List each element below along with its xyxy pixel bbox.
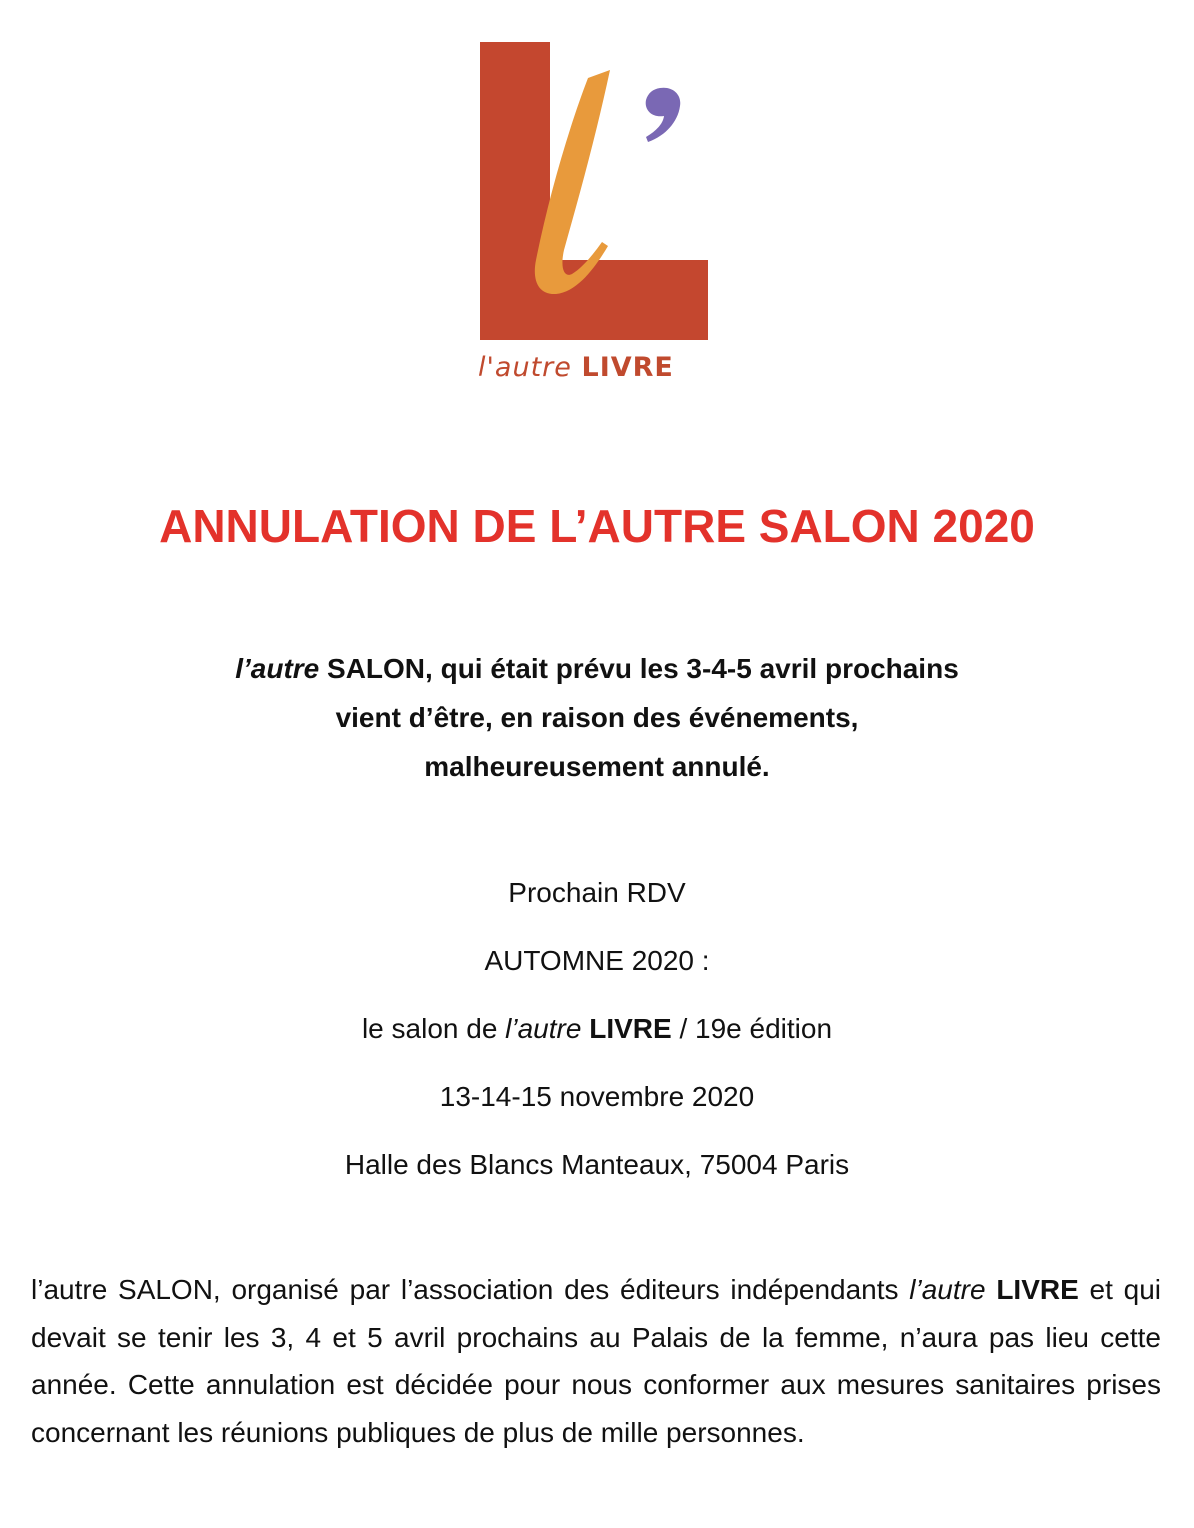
body-paragraph: l’autre SALON, organisé par l’association des éditeurs indépendants l’autre LIVRE et qui devait se tenir les 3, 4 et 5 avril prochains au Palais de la femme, n’aura pas lieu cette année. Cette annulation est décidée pour nous conformer aux mesures sanitaires prises concernant les réunions publiques de plus de mille personnes. xyxy=(31,1274,1161,1448)
lead-line-2: vient d’être, en raison des événements, xyxy=(335,702,859,733)
lautre-livre-logo xyxy=(460,30,740,390)
lead-line-1: l’autre SALON, qui était prévu les 3-4-5 avril prochains xyxy=(235,653,959,684)
logo-mark-icon xyxy=(460,30,740,340)
event-venue: Halle des Blancs Manteaux, 75004 Paris xyxy=(344,1149,850,1180)
event-dates: 13-14-15 novembre 2020 xyxy=(439,1081,755,1112)
lead-line-3: malheureusement annulé. xyxy=(424,751,770,782)
next-rdv-label: Prochain RDV xyxy=(508,877,686,908)
next-season: AUTOMNE 2020 : xyxy=(484,945,710,976)
cancellation-lead xyxy=(0,644,1194,791)
salon-edition: le salon de l’autre LIVRE / 19e édition xyxy=(361,1013,833,1044)
logo-tagline: l'autre LIVRE xyxy=(478,352,674,383)
next-event-block xyxy=(0,876,1194,1216)
logo-apostrophe-icon xyxy=(646,88,681,142)
page-title: ANNULATION DE L’AUTRE SALON 2020 xyxy=(159,500,1035,552)
